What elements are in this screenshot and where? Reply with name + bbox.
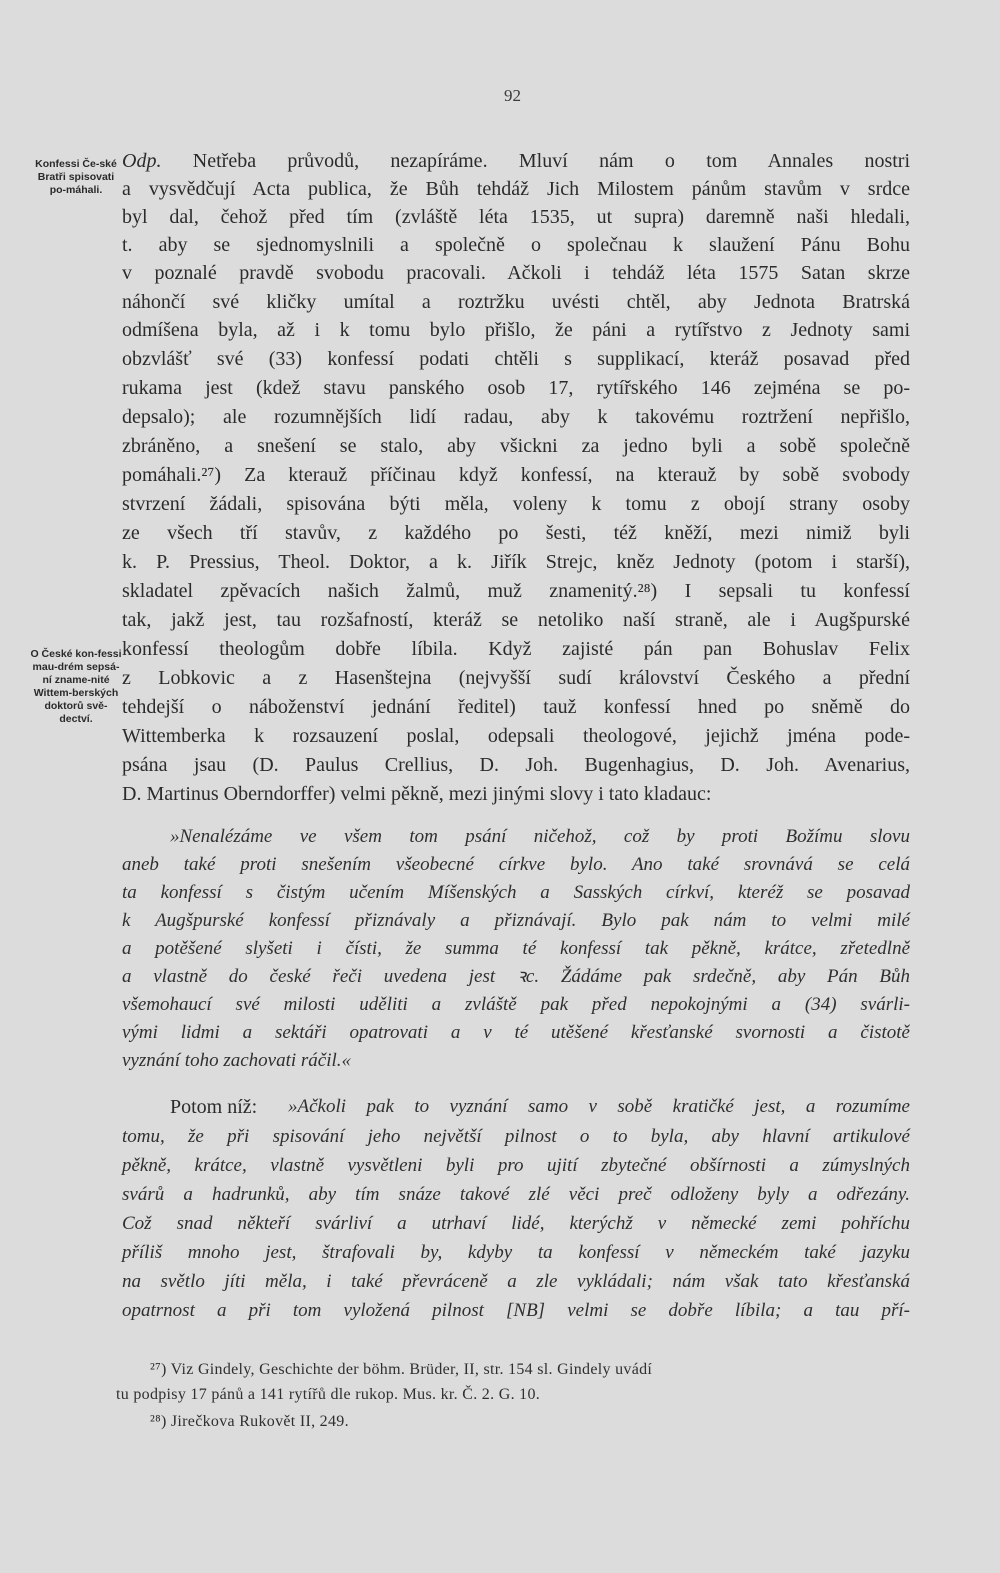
quote-line: opatrnost a při tom vyložená pilnost [NB] velmi se dobře líbila; a tau pří- [122, 1300, 910, 1321]
quote-line: ta konfessí s čistým učením Míšenských a Sasských církví, kteréž se posavad [122, 882, 910, 903]
text-line: zbráněno, a snešení se stalo, aby všickni za jedno byli a sobě společně [122, 435, 910, 457]
quote-intro: Potom níž: [170, 1096, 258, 1118]
page-number: 92 [504, 86, 521, 105]
quote-line: »Ačkoli pak to vyznání samo v sobě kratičké jest, a rozumíme [288, 1096, 910, 1117]
text-line: skladatel zpěvacích našich žalmů, muž znamenitý.²⁸) I sepsali tu konfessí [122, 580, 910, 602]
text-line: rukama jest (kdež stavu panského osob 17, rytířského 146 zejména se po- [122, 377, 910, 399]
footnote-28: ²⁸) Jirečkova Rukovět II, 249. [150, 1413, 349, 1430]
text-line: stvrzení žádali, spisována býti měla, voleny k tomu z obojí strany osoby [122, 493, 910, 515]
quote-line: příliš mnoho jest, štrafovali by, kdyby ta konfessí v německém také jazyku [122, 1242, 910, 1263]
margin-note-konfessi: Konfessi Če-ské Bratři spisovati po-máhali. [35, 158, 117, 196]
text-line: Wittemberka k rozsauzení poslal, odepsali theologové, jejichž jména pode- [122, 725, 910, 747]
quote-line: a potěšené slyšeti i čísti, že summa té konfessí tak pěkně, krátce, zřetedlně [122, 938, 910, 959]
quote-line: všemohaucí své milosti uděliti a zvláště pak před nepokojnými a (34) svárli- [122, 994, 910, 1015]
text-line: tak, jakž jest, tau rozšafností, kteráž se netoliko naší straně, ale i Augšpurské [122, 609, 910, 631]
text-line: náhončí své kličky umítal a roztržku uvésti chtěl, aby Jednota Bratrská [122, 291, 910, 313]
quote-line: na světlo jíti měla, i také převráceně a zle vykládali; nám však tato křesťanská [122, 1271, 910, 1292]
quote-line: aneb také proti snešením všeobecné církve bylo. Ano také srovnává se celá [122, 854, 910, 875]
text-line: a vysvědčují Acta publica, že Bůh tehdáž Jich Milostem pánům stavům v srdce [122, 178, 910, 200]
footnote-27: ²⁷) Viz Gindely, Geschichte der böhm. Brüder, II, str. 154 sl. Gindely uvádí [150, 1361, 653, 1378]
text-line: byl dal, čehož před tím (zvláště léta 1535, ut supra) daremně naši hledali, [122, 206, 910, 228]
footnote-27-cont: tu podpisy 17 pánů a 141 rytířů dle rukop. Mus. kr. Č. 2. G. 10. [116, 1386, 541, 1403]
text-line: konfessí theologům dobře líbila. Když zajisté pán pan Bohuslav Felix [122, 638, 910, 660]
quote-line: vyznání toho zachovati ráčil.« [122, 1050, 352, 1071]
text-line: depsalo); ale rozumnějších lidí radau, aby k takovému roztržení nepřišlo, [122, 406, 910, 428]
quote-line: svárů a hadrunků, aby tím snáze takové zlé věci preč odloženy byly a odřezány. [122, 1184, 910, 1205]
quote-line: k Augšpurské konfessí přiznávaly a přiznávají. Bylo pak nám to velmi milé [122, 910, 910, 931]
text-line: pomáhali.²⁷) Za kterauž příčinau když konfessí, na kterauž by sobě svobody [122, 464, 910, 486]
quote-line: vými lidmi a sektáři opatrovati a v té utěšené křesťanské svornosti a čistotě [122, 1022, 910, 1043]
quote-line: Což snad někteří svárliví a utrhaví lidé, kterýchž v německé zemi pohříchu [122, 1213, 910, 1234]
text-line: odmíšena byla, až i k tomu bylo přišlo, že páni a rytířstvo z Jednoty sami [122, 319, 910, 341]
text-line: k. P. Pressius, Theol. Doktor, a k. Jiřík Strejc, kněz Jednoty (potom i starší), [122, 551, 910, 573]
quote-line: »Nenalézáme ve všem tom psání ničehož, což by proti Božímu slovu [170, 826, 910, 847]
text-line: t. aby se sjednomyslnili a společně o společnau k slaužení Pánu Bohu [122, 234, 910, 256]
text-line: ze všech tří stavův, z každého po šesti, též kněží, mezi nimiž byli [122, 522, 910, 544]
text-line: Odp. Netřeba průvodů, nezapíráme. Mluví nám o tom Annales nostri [122, 150, 910, 172]
quote-line: tomu, že při spisování jeho největší pilnost o to byla, aby hlavní artikulové [122, 1126, 910, 1147]
quote-line: pěkně, krátce, vlastně vysvětleni byli pro ujití zbytečné obšírnosti a zúmyslných [122, 1155, 910, 1176]
text-line: v poznalé pravdě svobodu pracovali. Ačkoli i tehdáž léta 1575 Satan skrze [122, 262, 910, 284]
text-line: z Lobkovic a z Hasenštejna (nejvyšší sudí království Českého a přední [122, 667, 910, 689]
text-line: obzvlášť své (33) konfessí podati chtěli s supplikací, kteráž posavad před [122, 348, 910, 370]
quote-line: a vlastně do české řeči uvedena jest ꝛc. Žádáme pak srdečně, aby Pán Bůh [122, 966, 910, 987]
text-line: D. Martinus Oberndorffer) velmi pěkně, mezi jinými slovy i tato kladauc: [122, 783, 712, 805]
text-line: tehdejší o náboženství jednání ředitel) tauž konfessí hned po sněmě do [122, 696, 910, 718]
margin-note-wittemberg: O České kon-fessi mau-drém sepsá-ní zname-nité Wittem-berských doktorů svě-dectví. [30, 648, 122, 725]
text-line: psána jsau (D. Paulus Crellius, D. Joh. Bugenhagius, D. Joh. Avenarius, [122, 754, 910, 776]
